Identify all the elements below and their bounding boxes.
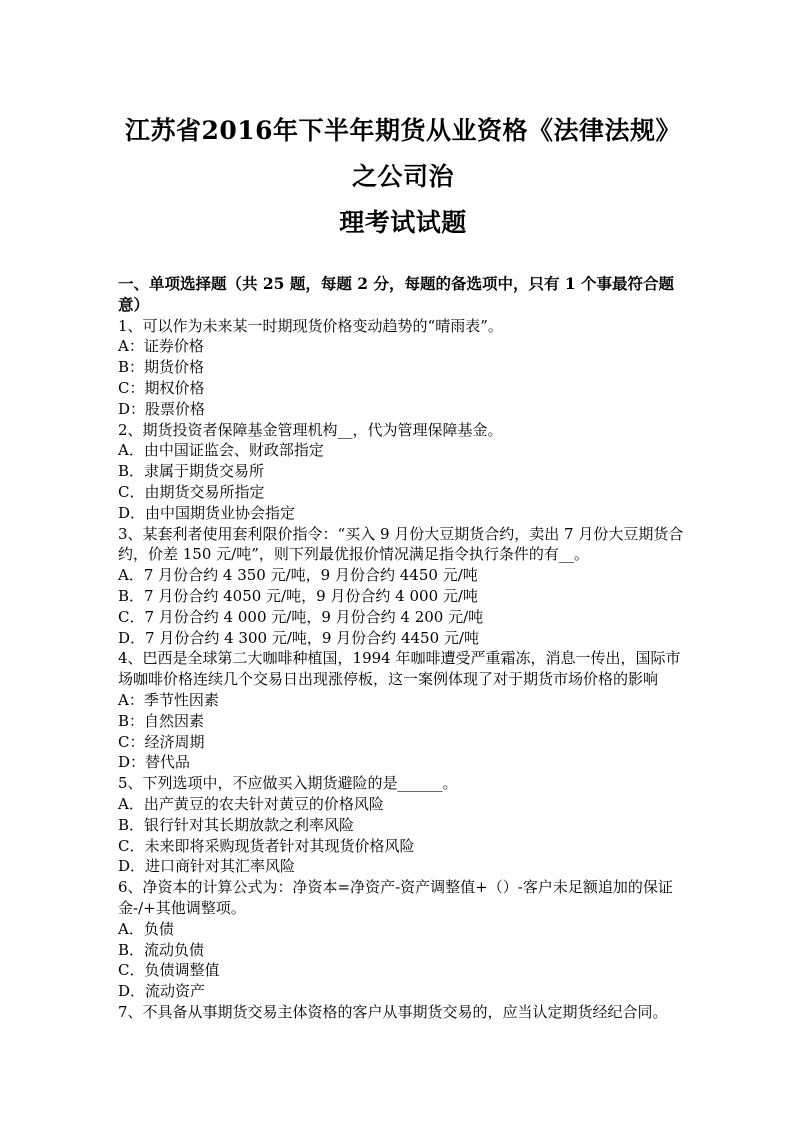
option-b: B．隶属于期货交易所	[118, 462, 265, 481]
document-title	[118, 108, 688, 246]
option-a: A．7 月份合约 4 350 元/吨，9 月份合约 4450 元/吨	[118, 566, 478, 585]
option-c: C．7 月份合约 4 000 元/吨，9 月份合约 4 200 元/吨	[118, 607, 484, 626]
question-stem: 1、可以作为未来某一时期现货价格变动趋势的“晴雨表”。	[118, 316, 503, 335]
question-6	[118, 877, 688, 1002]
option-d: D．进口商针对其汇率风险	[118, 857, 296, 876]
option-d: D．流动资产	[118, 982, 206, 1001]
question-stem: 5、下列选项中，不应做买入期货避险的是______。	[118, 774, 458, 793]
option-c: C．由期货交易所指定	[118, 482, 265, 501]
question-list	[118, 316, 688, 1023]
option-d: D．7 月份合约 4 300 元/吨，9 月份合约 4450 元/吨	[118, 628, 479, 647]
option-a: A：证券价格	[118, 337, 204, 356]
section-heading: 一、单项选择题（共 25 题，每题 2 分，每题的备选项中，只有 1 个事最符合题意）	[118, 274, 675, 314]
question-stem: 2、期货投资者保障基金管理机构__，代为管理保障基金。	[118, 420, 503, 439]
question-stem: 6、净资本的计算公式为：净资本=净资产-资产调整值+（）-客户未足额追加的保证金-/+其他调整项。	[118, 878, 673, 917]
question-stem: 7、不具备从事期货交易主体资格的客户从事期货交易的，应当认定期货经纪合同。	[118, 1002, 668, 1021]
question-3	[118, 524, 688, 649]
option-c: C：经济周期	[118, 732, 205, 751]
question-7	[118, 1002, 688, 1023]
option-a: A．出产黄豆的农夫针对黄豆的价格风险	[118, 794, 384, 813]
option-list	[118, 440, 688, 523]
option-b: B．7 月份合约 4050 元/吨，9 月份合约 4 000 元/吨	[118, 586, 478, 605]
option-a: A．由中国证监会、财政部指定	[118, 441, 324, 460]
option-c: C．负债调整值	[118, 961, 220, 980]
document-title-line-1: 江苏省2016年下半年期货从业资格《法律法规》之公司治	[124, 116, 682, 191]
option-list	[118, 690, 688, 773]
option-list	[118, 336, 688, 419]
option-c: C．未来即将采购现货者针对其现货价格风险	[118, 836, 415, 855]
option-b: B．银行针对其长期放款之利率风险	[118, 815, 355, 834]
option-d: D．由中国期货业协会指定	[118, 503, 296, 522]
option-d: D：替代品	[118, 753, 191, 772]
question-1	[118, 316, 688, 420]
question-5	[118, 773, 688, 877]
question-stem: 3、某套利者使用套利限价指令：“买入 9 月份大豆期货合约，卖出 7 月份大豆期货合约，价差 150 元/吨”，则下列最优报价情况满足指令执行条件的有__。	[118, 524, 684, 564]
option-list	[118, 919, 688, 1002]
document-title-line-2: 理考试试题	[339, 208, 467, 237]
option-a: A：季节性因素	[118, 690, 219, 709]
option-a: A．负债	[118, 919, 174, 938]
question-4	[118, 648, 688, 773]
question-stem: 4、巴西是全球第二大咖啡种植国，1994 年咖啡遭受严重霜冻，消息一传出，国际市场咖啡价格连续几个交易日出现涨停板，这一案例体现了对于期货市场价格的影响	[118, 649, 681, 689]
option-b: B．流动负债	[118, 940, 205, 959]
option-d: D：股票价格	[118, 399, 206, 418]
option-list	[118, 794, 688, 877]
option-c: C：期权价格	[118, 378, 205, 397]
option-b: B：期货价格	[118, 358, 205, 377]
question-2	[118, 420, 688, 524]
option-list	[118, 565, 688, 648]
option-b: B：自然因素	[118, 711, 205, 730]
